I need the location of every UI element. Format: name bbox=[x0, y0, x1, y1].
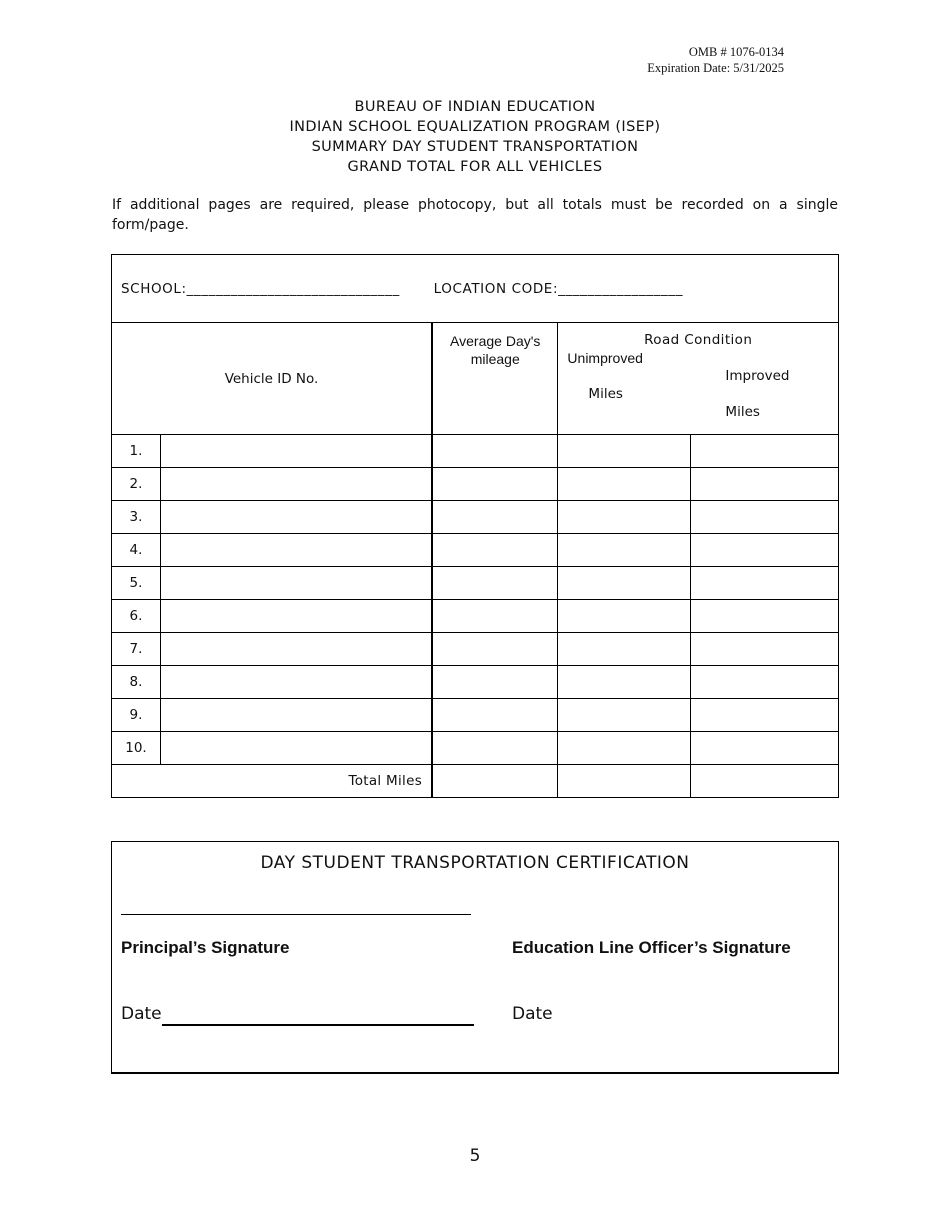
row-number: 2. bbox=[112, 468, 161, 501]
unimproved-miles-cell[interactable] bbox=[558, 600, 691, 633]
school-cell bbox=[112, 255, 839, 323]
principal-signature-line[interactable] bbox=[121, 914, 471, 915]
improved-miles-cell[interactable] bbox=[691, 435, 839, 468]
principal-date-line[interactable] bbox=[162, 1024, 474, 1026]
vehicle-id-cell[interactable] bbox=[160, 633, 432, 666]
form-header bbox=[0, 97, 950, 177]
avg-mileage-header-line1: Average Day's bbox=[450, 333, 541, 349]
school-row bbox=[112, 255, 839, 323]
total-unimproved-cell[interactable] bbox=[558, 765, 691, 798]
vehicle-mileage-table bbox=[111, 254, 839, 798]
unimproved-miles-cell[interactable] bbox=[558, 666, 691, 699]
vehicle-id-cell[interactable] bbox=[160, 699, 432, 732]
row-number: 5. bbox=[112, 567, 161, 600]
avg-mileage-cell[interactable] bbox=[432, 699, 558, 732]
improved-miles-cell[interactable] bbox=[691, 633, 839, 666]
improved-miles-cell[interactable] bbox=[691, 534, 839, 567]
vehicle-id-cell[interactable] bbox=[160, 732, 432, 765]
improved-miles-cell[interactable] bbox=[691, 567, 839, 600]
row-number: 4. bbox=[112, 534, 161, 567]
header-line-3: SUMMARY DAY STUDENT TRANSPORTATION bbox=[311, 139, 639, 155]
school-field[interactable]: SCHOOL:_____________________________ bbox=[121, 280, 400, 297]
avg-mileage-cell[interactable] bbox=[432, 567, 558, 600]
intro-text: If additional pages are required, please photocopy, but all totals must be recorded on a single form/page. bbox=[112, 197, 838, 233]
unimproved-miles-cell[interactable] bbox=[558, 699, 691, 732]
unimproved-miles-cell[interactable] bbox=[558, 567, 691, 600]
avg-mileage-cell[interactable] bbox=[432, 468, 558, 501]
avg-mileage-cell[interactable] bbox=[432, 600, 558, 633]
table-row bbox=[112, 633, 839, 666]
header-line-4: GRAND TOTAL FOR ALL VEHICLES bbox=[347, 159, 603, 175]
row-number: 9. bbox=[112, 699, 161, 732]
avg-mileage-cell[interactable] bbox=[432, 534, 558, 567]
vehicle-id-cell[interactable] bbox=[160, 600, 432, 633]
improved-miles-cell[interactable] bbox=[691, 732, 839, 765]
road-condition-title: Road Condition bbox=[644, 332, 753, 348]
total-miles-label: Total Miles bbox=[112, 765, 433, 798]
vehicle-rows bbox=[112, 435, 839, 765]
avg-mileage-cell[interactable] bbox=[432, 732, 558, 765]
column-header-row bbox=[112, 323, 839, 435]
omb-number: OMB # 1076-0134 bbox=[688, 45, 784, 59]
improved-miles-cell[interactable] bbox=[691, 666, 839, 699]
row-number: 3. bbox=[112, 501, 161, 534]
expiration-date: Expiration Date: 5/31/2025 bbox=[647, 61, 784, 75]
row-number: 7. bbox=[112, 633, 161, 666]
vehicle-id-cell[interactable] bbox=[160, 468, 432, 501]
table-row bbox=[112, 468, 839, 501]
unimproved-miles-cell[interactable] bbox=[558, 534, 691, 567]
vehicle-id-cell[interactable] bbox=[160, 501, 432, 534]
unimproved-miles-cell[interactable] bbox=[558, 633, 691, 666]
elo-date-label: Date bbox=[512, 1004, 553, 1024]
row-number: 6. bbox=[112, 600, 161, 633]
improved-miles-cell[interactable] bbox=[691, 600, 839, 633]
table-row bbox=[112, 501, 839, 534]
vehicle-id-header: Vehicle ID No. bbox=[112, 323, 433, 435]
row-number: 8. bbox=[112, 666, 161, 699]
improved-label: Improved bbox=[725, 368, 790, 384]
table-row bbox=[112, 699, 839, 732]
avg-mileage-cell[interactable] bbox=[432, 633, 558, 666]
improved-miles-cell[interactable] bbox=[691, 501, 839, 534]
unimproved-miles-cell[interactable] bbox=[558, 501, 691, 534]
header-line-1: BUREAU OF INDIAN EDUCATION bbox=[354, 99, 596, 115]
principal-date-label: Date bbox=[121, 1004, 162, 1024]
unimproved-miles-label: Miles bbox=[588, 386, 623, 402]
avg-mileage-header-line2: mileage bbox=[470, 351, 520, 367]
avg-mileage-header bbox=[432, 323, 558, 435]
improved-miles-label: Miles bbox=[725, 404, 760, 420]
total-improved-cell[interactable] bbox=[691, 765, 839, 798]
table-row bbox=[112, 732, 839, 765]
road-condition-header bbox=[558, 323, 839, 435]
total-avg-mileage-cell[interactable] bbox=[432, 765, 558, 798]
improved-miles-cell[interactable] bbox=[691, 468, 839, 501]
omb-block bbox=[647, 44, 784, 76]
table-row bbox=[112, 534, 839, 567]
row-number: 1. bbox=[112, 435, 161, 468]
row-number: 10. bbox=[112, 732, 161, 765]
elo-signature-label: Education Line Officer’s Signature bbox=[512, 938, 791, 957]
certification-title: DAY STUDENT TRANSPORTATION CERTIFICATION bbox=[260, 853, 690, 873]
vehicle-id-cell[interactable] bbox=[160, 435, 432, 468]
table-row bbox=[112, 567, 839, 600]
vehicle-id-cell[interactable] bbox=[160, 567, 432, 600]
table-row bbox=[112, 600, 839, 633]
vehicle-id-cell[interactable] bbox=[160, 534, 432, 567]
unimproved-miles-cell[interactable] bbox=[558, 468, 691, 501]
table-row bbox=[112, 435, 839, 468]
header-line-2: INDIAN SCHOOL EQUALIZATION PROGRAM (ISEP) bbox=[289, 119, 661, 135]
table-row bbox=[112, 666, 839, 699]
avg-mileage-cell[interactable] bbox=[432, 666, 558, 699]
location-code-field[interactable]: LOCATION CODE:_________________ bbox=[433, 280, 684, 297]
avg-mileage-cell[interactable] bbox=[432, 501, 558, 534]
unimproved-miles-cell[interactable] bbox=[558, 435, 691, 468]
unimproved-label: Unimproved bbox=[567, 350, 643, 366]
total-row bbox=[112, 765, 839, 798]
page-number: 5 bbox=[469, 1146, 481, 1166]
improved-miles-cell[interactable] bbox=[691, 699, 839, 732]
vehicle-id-cell[interactable] bbox=[160, 666, 432, 699]
avg-mileage-cell[interactable] bbox=[432, 435, 558, 468]
principal-signature-label: Principal’s Signature bbox=[121, 938, 290, 957]
unimproved-miles-cell[interactable] bbox=[558, 732, 691, 765]
certification-box bbox=[111, 841, 839, 1074]
